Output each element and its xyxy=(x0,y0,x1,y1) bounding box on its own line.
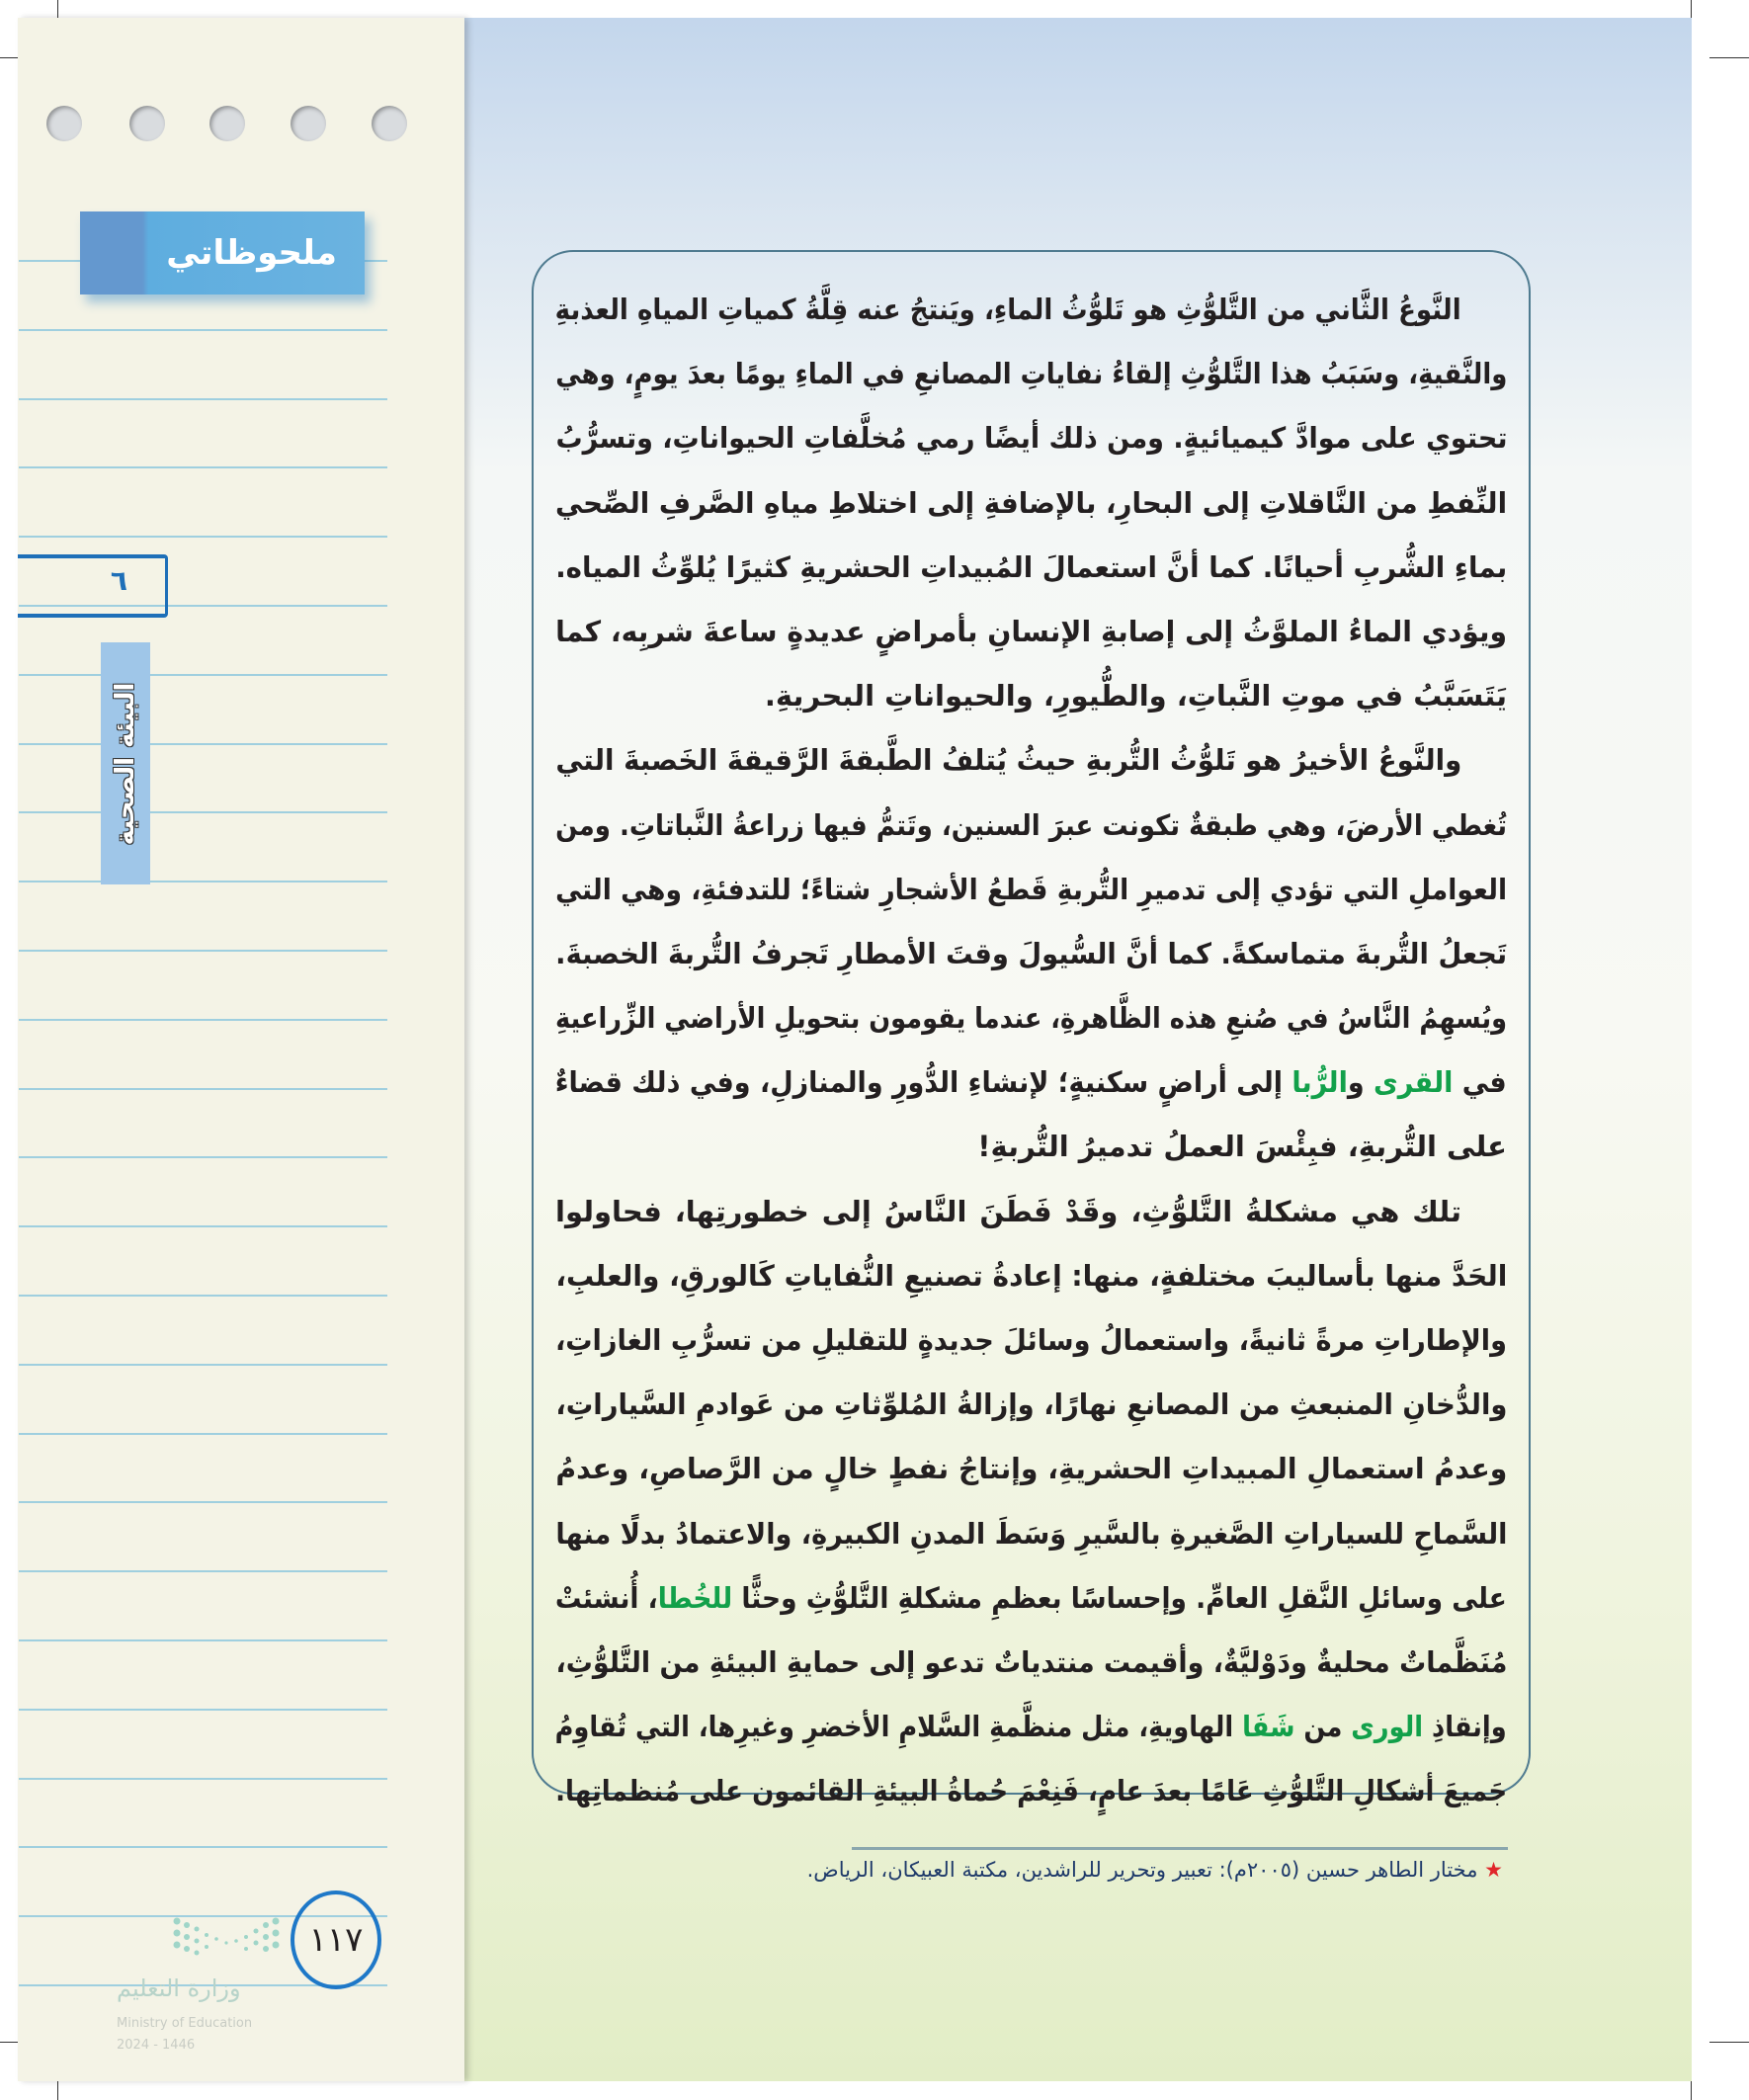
text-segment: والإطاراتِ مرةً ثانيةً، واستعمالُ وسائلَ جديدةٍ للتقليلِ من تسرُّبِ الغازاتِ، xyxy=(555,1323,1507,1357)
paragraph xyxy=(555,1180,1507,1824)
text-segment: على التُّربةِ، فبِئْسَ العملُ تدميرُ التُّربةِ! xyxy=(977,1130,1507,1164)
footnote-divider xyxy=(852,1847,1508,1850)
ruled-line xyxy=(19,1295,387,1297)
unit-title: البيئة الصحية xyxy=(111,682,140,845)
crop-mark xyxy=(1709,57,1749,58)
text-line-content xyxy=(555,342,1507,406)
text-line xyxy=(555,1180,1507,1244)
binder-hole-icon xyxy=(46,106,82,141)
text-segment: الهاويةِ، مثل منظَّمةِ السَّلامِ الأخضرِ وغيرِها، التي تُقاوِمُ xyxy=(554,1710,1243,1744)
text-line-content xyxy=(555,1566,1507,1631)
footnote xyxy=(690,1858,1503,1882)
text-segment: والدُّخانِ المنبعثِ من المصانعِ نهارًا، وإزالةُ المُلوِّثاتِ من عَوادمِ السَّياراتِ، xyxy=(554,1387,1507,1422)
text-line xyxy=(555,342,1507,406)
text-segment: جَميعَ أشكالِ التَّلوُّثِ عَامًا بعدَ عامٍ، فَنِعْمَ حُماةُ البيئةِ القائمون على مُنظماتِها. xyxy=(554,1774,1507,1808)
text-segment: الحَدَّ منها بأساليبَ مختلفةٍ، منها: إعادةُ تصنيعِ النُّفاياتِ كَالورقِ، والعلبِ، xyxy=(555,1258,1507,1293)
highlighted-vocabulary-word: الورى xyxy=(1351,1710,1424,1744)
text-line xyxy=(555,728,1507,793)
highlighted-vocabulary-word: للخُطا xyxy=(657,1580,733,1615)
ruled-line xyxy=(19,1778,387,1780)
ruled-line xyxy=(19,811,387,813)
star-icon: ★ xyxy=(1484,1858,1503,1882)
text-segment: إلى أراضٍ سكنيةٍ؛ لإنشاءِ الدُّورِ والمنازلِ، وفي ذلك قضاءٌ xyxy=(554,1065,1292,1100)
text-line xyxy=(555,471,1507,536)
highlighted-vocabulary-word: القرى xyxy=(1374,1065,1454,1100)
text-line xyxy=(555,1373,1507,1437)
text-segment: ، أُنشئتْ xyxy=(555,1580,658,1615)
text-line-content xyxy=(555,536,1507,600)
text-line xyxy=(555,794,1507,858)
text-segment: و xyxy=(1348,1065,1374,1100)
ruled-line xyxy=(19,881,387,882)
text-line-content xyxy=(555,1695,1507,1759)
text-segment: والنَّقيةِ، وسَبَبُ هذا التَّلوُّثِ إلقاءُ نفاياتِ المصانعِ في الماءِ يومًا بعدَ يومٍ، وهي xyxy=(554,357,1507,391)
text-line xyxy=(555,1631,1507,1695)
text-segment: في xyxy=(1453,1065,1507,1100)
text-segment: وعدمُ استعمالِ المبيداتِ الحشريةِ، وإنتاجُ نفطٍ خالٍ من الرَّصاصِ، وعدمُ xyxy=(555,1452,1507,1486)
ministry-logo-icon xyxy=(171,1913,299,1963)
text-line-content xyxy=(555,406,1507,470)
text-line-content xyxy=(555,728,1461,793)
paragraph xyxy=(555,728,1507,1179)
text-segment: تلك هي مشكلةُ التَّلوُّثِ، وقَدْ فَطَنَ النَّاسُ إلى خطورتِها، فحاولوا xyxy=(555,1194,1461,1228)
ruled-line xyxy=(19,1019,387,1021)
ruled-line xyxy=(19,674,387,676)
ruled-line xyxy=(19,1709,387,1711)
text-line xyxy=(555,1115,1507,1179)
ministry-name-english: Ministry of Education xyxy=(117,2016,253,2031)
reading-text-box xyxy=(532,250,1531,1808)
text-segment: تَجعلُ التُّربةَ متماسكةً. كما أنَّ السُّيولَ وقتَ الأمطارِ تَجرفُ التُّربةَ الخصبةَ. xyxy=(554,936,1507,970)
text-segment: يَتَسَبَّبُ في موتِ النَّباتِ، والطُّيورِ، والحيواناتِ البحريةِ. xyxy=(764,679,1507,714)
text-line xyxy=(555,1502,1507,1566)
ruled-line xyxy=(19,743,387,745)
text-line-content xyxy=(555,471,1507,536)
text-line xyxy=(555,536,1507,600)
text-segment: السَّماحِ للسياراتِ الصَّغيرةِ بالسَّيرِ وَسَطَ المدنِ الكبيرةِ، والاعتمادُ بدلًا منها xyxy=(554,1516,1507,1551)
text-line-content xyxy=(555,1502,1507,1566)
text-line xyxy=(555,858,1507,922)
ruled-line xyxy=(19,1846,387,1848)
text-line-content xyxy=(555,1180,1461,1244)
text-segment: مُنَظَّماتٌ محليةٌ ودَوْليَّةٌ، وأقيمت منتدياتٌ تدعو إلى حمايةِ البيئةِ من التَّلوُّثِ، xyxy=(555,1644,1507,1679)
highlighted-vocabulary-word: شَفَا xyxy=(1242,1710,1295,1744)
text-line xyxy=(555,664,1507,728)
text-line xyxy=(555,986,1507,1050)
page-number-badge xyxy=(291,1890,381,1989)
ruled-line xyxy=(19,536,387,538)
text-segment: ويُسهِمُ النَّاسُ في صُنعِ هذه الظَّاهرةِ، عندما يقومون بتحويلِ الأراضي الزِّراعيةِ xyxy=(554,1001,1507,1036)
text-line xyxy=(555,1759,1507,1823)
text-line xyxy=(555,1566,1507,1631)
notes-margin xyxy=(18,18,464,2081)
ruled-line xyxy=(19,1639,387,1641)
ruled-line xyxy=(19,329,387,331)
ruled-line xyxy=(19,1501,387,1503)
binder-hole-icon xyxy=(129,106,165,141)
text-line xyxy=(555,1695,1507,1759)
ruled-line xyxy=(19,1156,387,1158)
text-line-content xyxy=(555,600,1507,664)
text-line-content xyxy=(555,1759,1507,1823)
unit-number-box xyxy=(18,554,168,618)
unit-title-tag xyxy=(101,642,150,884)
text-segment: من xyxy=(1294,1710,1352,1744)
text-segment: بماءِ الشُّربِ أحيانًا. كما أنَّ استعمالَ المُبيداتِ الحشريةِ كثيرًا يُلوِّثُ المياه. xyxy=(555,549,1507,584)
text-line-content xyxy=(555,794,1507,858)
page-number: ١١٧ xyxy=(308,1920,364,1960)
text-segment: النِّفطِ من النَّاقلاتِ إلى البحارِ، بالإضافةِ إلى اختلاطِ مياهِ الصَّرفِ الصِّحي xyxy=(554,485,1507,520)
highlighted-vocabulary-word: الرُّبا xyxy=(1291,1065,1349,1100)
ruled-line xyxy=(19,1433,387,1435)
ministry-name-arabic: وزارة التعليم xyxy=(117,1974,241,2002)
text-line xyxy=(555,1050,1507,1115)
text-line-content xyxy=(555,858,1507,922)
text-line-content xyxy=(555,1308,1507,1373)
text-line xyxy=(555,1308,1507,1373)
textbook-page xyxy=(18,18,1692,2081)
text-segment: تحتوي على موادَّ كيميائيةٍ. ومن ذلك أيضًا رمي مُخلَّفاتِ الحيواناتِ، وتسرُّبُ xyxy=(555,421,1507,456)
text-line xyxy=(555,1437,1507,1501)
ruled-line xyxy=(19,398,387,400)
text-line xyxy=(555,278,1507,342)
text-line-content xyxy=(555,986,1507,1050)
binder-hole-icon xyxy=(291,106,326,141)
text-segment: ويؤدي الماءُ الملوَّثُ إلى إصابةِ الإنسانِ بأمراضٍ عديدةٍ ساعةَ شربِه، كما xyxy=(554,614,1507,648)
ruled-line xyxy=(19,1570,387,1572)
notes-title: ملحوظاتي xyxy=(166,233,337,273)
crop-mark xyxy=(1709,2042,1749,2043)
ruled-line xyxy=(19,1225,387,1227)
text-line-content xyxy=(555,278,1461,342)
binder-hole-icon xyxy=(372,106,407,141)
text-line-content xyxy=(555,1437,1507,1501)
ruled-line xyxy=(19,466,387,468)
text-segment: والنَّوعُ الأخيرُ هو تَلوُّثُ التُّربةِ حيثُ يُتلفُ الطَّبقةَ الرَّقيقةَ الخَصبةَ التي xyxy=(555,743,1461,778)
ruled-line xyxy=(19,1088,387,1090)
binder-hole-icon xyxy=(209,106,245,141)
text-line-content xyxy=(555,922,1507,986)
paragraph xyxy=(555,278,1507,728)
notes-banner xyxy=(80,211,365,294)
text-line-content xyxy=(555,1373,1507,1437)
footnote-text: مختار الطاهر حسين (٢٠٠٥م): تعبير وتحرير للراشدين، مكتبة العبيكان، الرياض. xyxy=(806,1858,1478,1882)
text-line-content xyxy=(555,1631,1507,1695)
text-line-content xyxy=(555,1115,1507,1179)
text-line-content xyxy=(555,664,1507,728)
text-segment: تُغطي الأرضَ، وهي طبقةٌ تكونت عبرَ السنين، وتَتمُّ فيها زراعةُ النَّباتاتِ. ومن xyxy=(555,807,1507,842)
text-line xyxy=(555,1244,1507,1308)
text-line xyxy=(555,406,1507,470)
text-line xyxy=(555,600,1507,664)
ministry-year: 2024 - 1446 xyxy=(117,2038,196,2053)
text-line xyxy=(555,922,1507,986)
text-segment: وإنقاذِ xyxy=(1423,1710,1507,1744)
text-line-content xyxy=(555,1244,1507,1308)
text-segment: على وسائلِ النَّقلِ العامِّ. وإحساسًا بعظمِ مشكلةِ التَّلوُّثِ وحثًّا xyxy=(732,1580,1507,1615)
ruled-line xyxy=(19,950,387,952)
text-line-content xyxy=(555,1050,1507,1115)
text-segment: العواملِ التي تؤدي إلى تدميرِ التُّربةِ قَطعُ الأشجارِ شتاءً؛ للتدفئةِ، وهي التي xyxy=(555,872,1507,906)
text-segment: النَّوعُ الثَّاني من التَّلوُّثِ هو تَلوُّثُ الماءِ، ويَنتجُ عنه قِلَّةُ كمياتِ المياهِ العذبةِ xyxy=(554,293,1461,326)
unit-number: ٦ xyxy=(110,564,127,597)
ruled-line xyxy=(19,1364,387,1366)
